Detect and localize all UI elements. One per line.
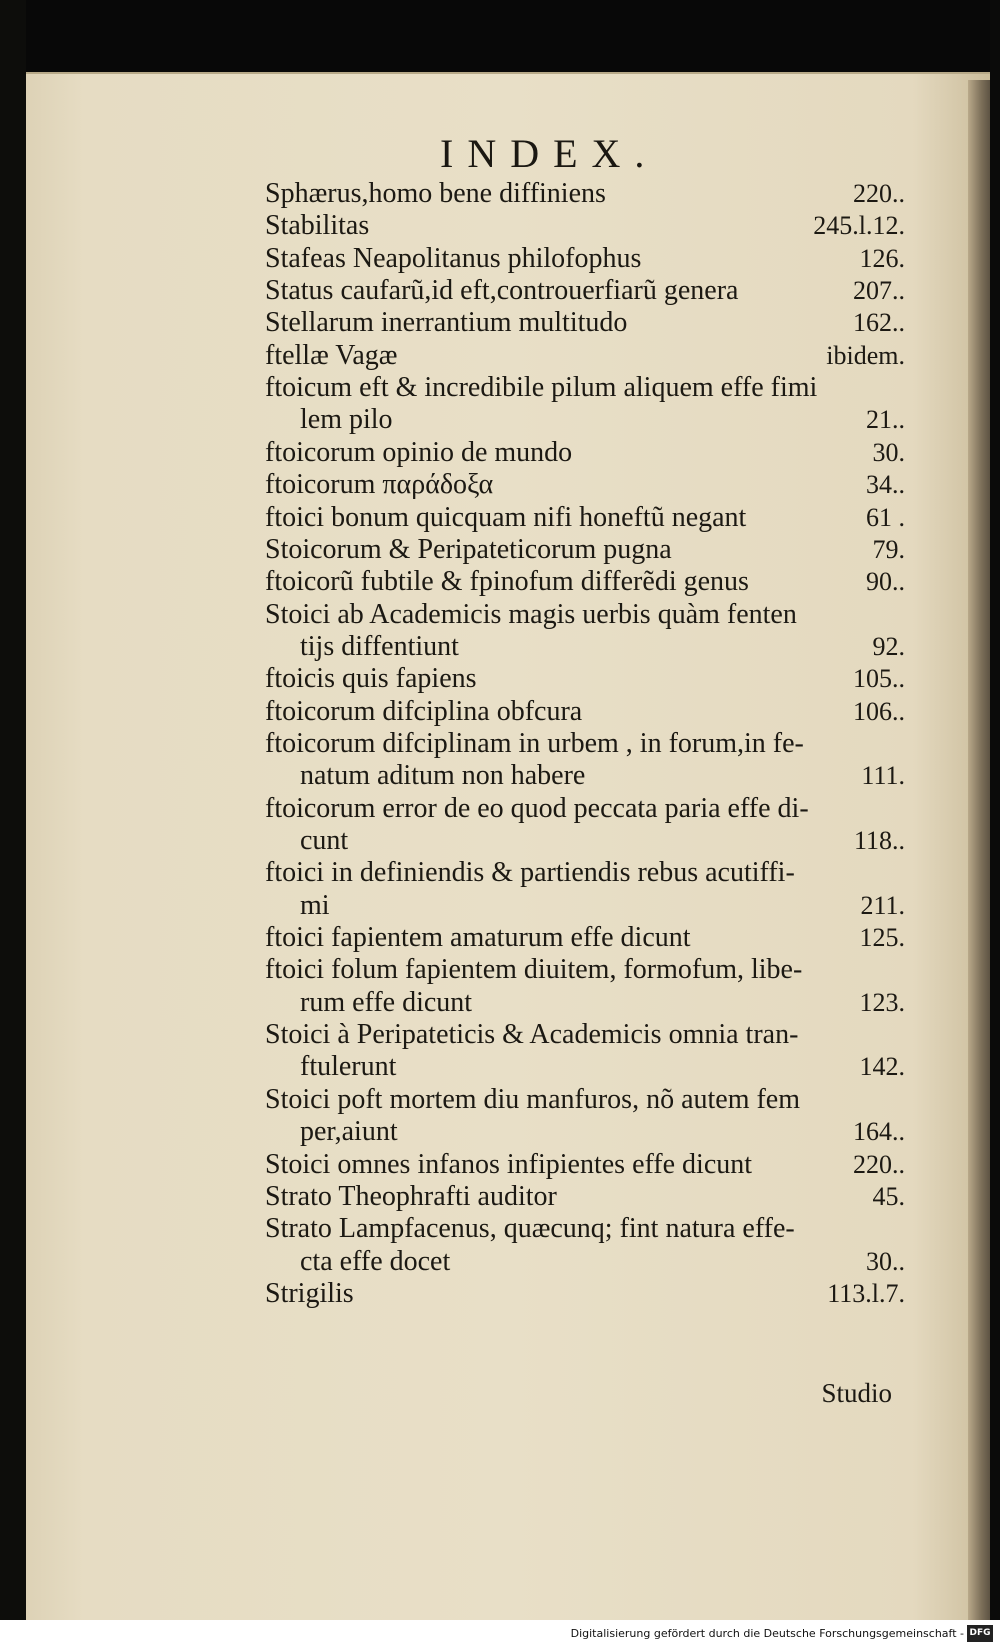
index-entry-text: ftoicum eft & incredibile pilum aliquem effe fimi	[265, 372, 818, 403]
index-entry-text: Stoicorum & Peripateticorum pugna	[265, 534, 672, 565]
index-entry-text: ftulerunt	[300, 1051, 397, 1082]
index-entry-text: tijs diffentiunt	[300, 631, 459, 662]
index-entry-text: Strato Lampfacenus, quæcunq; fint natura effe-	[265, 1213, 795, 1244]
index-entry-page: 126.	[859, 244, 905, 273]
index-entry-page: 34..	[866, 470, 905, 499]
index-entry-text: ftoicorum error de eo quod peccata paria effe di-	[265, 793, 809, 824]
index-entry-page: 111.	[861, 761, 905, 790]
index-entry-text: ftoicis quis fapiens	[265, 663, 477, 694]
index-entry-text: ftellæ Vagæ	[265, 340, 398, 371]
index-entry-page: 90..	[866, 567, 905, 596]
index-entry-text: cta effe docet	[300, 1246, 451, 1277]
index-entry-text: Stoici poft mortem diu manfuros, nõ autem fem	[265, 1084, 801, 1115]
index-entry-page: 245.l.12.	[813, 211, 905, 240]
index-entry-page: 220..	[853, 1150, 905, 1179]
index-entry-page: 106..	[853, 697, 905, 726]
page-heading: INDEX.	[440, 131, 659, 176]
index-entry-text: lem pilo	[300, 404, 393, 435]
index-entry-text: Strigilis	[265, 1278, 354, 1309]
index-entry-text: natum aditum non habere	[300, 760, 586, 791]
index-entry-text: ftoicorum difciplinam in urbem , in forum,in fe-	[265, 728, 804, 759]
index-entry-page: 118..	[853, 826, 905, 855]
index-entry-page: 211.	[860, 891, 905, 920]
index-entry-page: 164..	[853, 1117, 905, 1146]
index-entry-text: ftoici fapientem amaturum effe dicunt	[265, 922, 691, 953]
index-entry-text: Stabilitas	[265, 210, 370, 241]
index-entry-text: Stoici ab Academicis magis uerbis quàm fenten	[265, 599, 797, 630]
catchword: Studio	[821, 1378, 892, 1408]
index-entry-text: ftoicorum opinio de mundo	[265, 437, 573, 468]
index-entry-text: Stoici omnes infanos infipientes effe dicunt	[265, 1149, 753, 1180]
index-entry-page: 30.	[872, 438, 905, 467]
index-entry-page: 30..	[866, 1247, 905, 1276]
index-entry-page: 105..	[853, 664, 905, 693]
index-entry-page: 92.	[872, 632, 905, 661]
index-entry-text: per,aiunt	[300, 1116, 398, 1147]
index-entry-page: 207..	[853, 276, 905, 305]
index-entry-page: 79.	[872, 535, 905, 564]
index-entry-page: 123.	[859, 988, 905, 1017]
index-entry-text: ftoici bonum quicquam nifi honeftũ negant	[265, 502, 747, 533]
index-entry-page: 125.	[859, 923, 905, 952]
index-entry-page: 142.	[859, 1052, 905, 1081]
index-entry-text: Status caufarũ,id eft,controuerfiarũ genera	[265, 275, 739, 306]
index-entry-text: Strato Theophrafti auditor	[265, 1181, 557, 1212]
index-entry-text: ftoici in definiendis & partiendis rebus acutiffi-	[265, 857, 795, 888]
index-entry-page: 21..	[866, 405, 905, 434]
index-entry-page: 113.l.7.	[827, 1279, 905, 1308]
index-entry-page: 45.	[872, 1182, 905, 1211]
index-entry-text: Stoici à Peripateticis & Academicis omnia tran-	[265, 1019, 799, 1050]
index-entry-text: rum effe dicunt	[300, 987, 473, 1018]
index-entry-page: 162..	[853, 308, 905, 337]
index-entry-text: cunt	[300, 825, 349, 856]
footer-credit: Digitalisierung gefördert durch die Deutsche Forschungsgemeinschaft -	[570, 1627, 964, 1640]
index-entry-text: ftoicorum difciplina obfcura	[265, 696, 583, 727]
index-entry-text: Stafeas Neapolitanus philofophus	[265, 243, 642, 274]
index-entry-text: ftoici folum fapientem diuitem, formofum, libe-	[265, 954, 803, 985]
index-entry-text: ftoicorum παράδοξα	[265, 469, 494, 500]
index-entry-text: ftoicorũ fubtile & fpinofum differẽdi genus	[265, 566, 749, 597]
index-entry-text: mi	[300, 890, 330, 921]
index-entry-page: 220..	[853, 179, 905, 208]
index-entry-text: Stellarum inerrantium multitudo	[265, 307, 628, 338]
index-entry-page: 61 .	[866, 503, 905, 532]
index-entry-text: Sphærus,homo bene diffiniens	[265, 178, 606, 209]
dfg-logo-icon: DFG	[967, 1625, 993, 1642]
index-entry-page: ibidem.	[826, 341, 905, 370]
